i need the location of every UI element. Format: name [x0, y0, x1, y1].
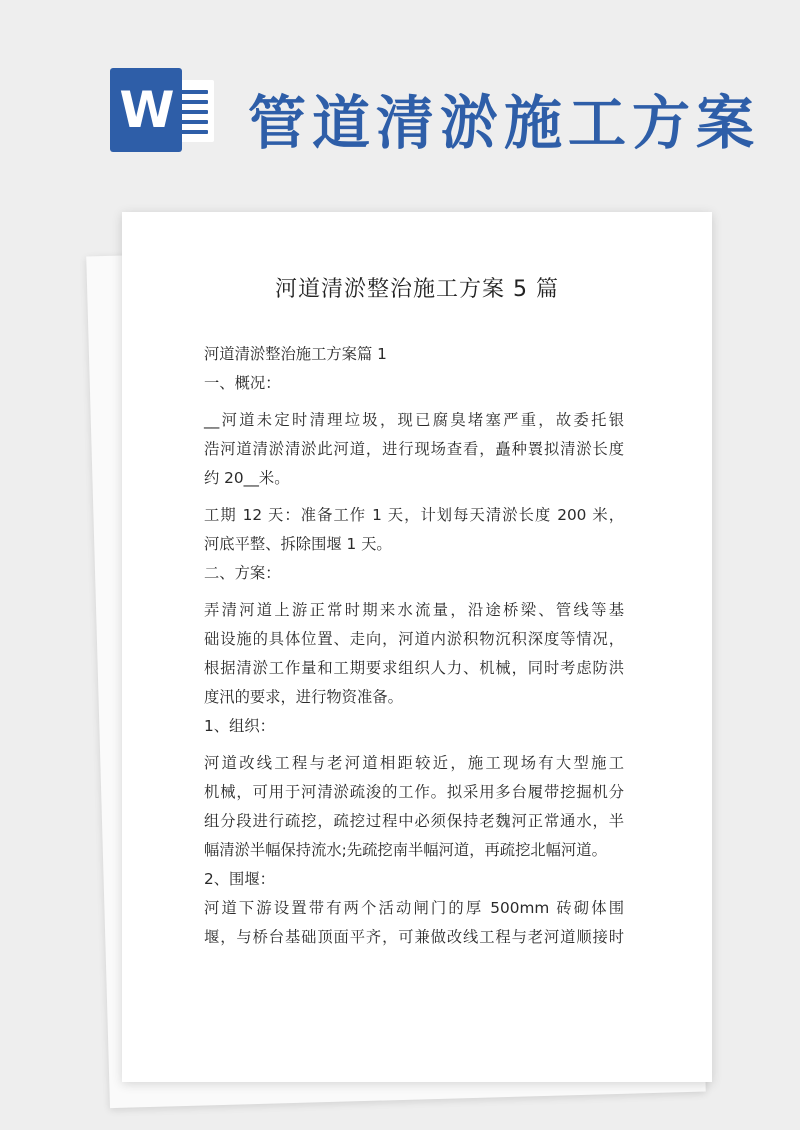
section-heading: 二、方案：	[204, 564, 281, 582]
word-icon-letter: W	[110, 68, 182, 152]
paragraph-line: 组分段进行疏挖，疏挖过程中必须保持老魏河正常通水，半	[204, 812, 624, 830]
paragraph-line: 弄清河道上游正常时期来水流量，沿途桥梁、管线等基	[204, 601, 624, 619]
document-page	[122, 212, 712, 1082]
paragraph-line: 工期 12 天：准备工作 1 天，计划每天清淤长度 200 米，	[204, 506, 624, 524]
paragraph-gap	[204, 741, 624, 749]
document-body	[204, 340, 624, 952]
paragraph-line: 堰，与桥台基础顶面平齐，可兼做改线工程与老河道顺接时	[204, 928, 624, 946]
page-header	[0, 0, 800, 200]
banner-title: 管道清淤施工方案	[248, 89, 761, 157]
section-heading: 1、组织：	[204, 717, 275, 735]
paragraph-line: 根据清淤工作量和工期要求组织人力、机械，同时考虑防洪	[204, 659, 624, 677]
section-heading: 一、概况：	[204, 374, 281, 392]
paragraph-line: 浩河道清淤清淤此河道，进行现场查看，矗种瞏拟清淤长度	[204, 440, 624, 458]
word-icon	[110, 68, 220, 152]
paragraph-gap	[204, 588, 624, 596]
paragraph-line: 础设施的具体位置、走向，河道内淤积物沉积深度等情况，	[204, 630, 624, 648]
section-heading: 河道清淤整治施工方案篇 1	[204, 345, 387, 363]
paragraph-line: 河底平整、拆除围堰 1 天。	[204, 535, 392, 553]
paragraph-line: 约 20__米。	[204, 469, 290, 487]
paragraph-gap	[204, 398, 624, 406]
paragraph-line: 机械，可用于河清淤疏浚的工作。拟采用多台履带挖掘机分	[204, 783, 624, 801]
document-title: 河道清淤整治施工方案 5 篇	[275, 277, 559, 302]
paragraph-line: 度汛的要求，进行物资准备。	[204, 688, 403, 706]
paragraph-line: __河道未定时清理垃圾，现已腐臭堵塞严重，故委托银	[204, 411, 624, 429]
paragraph-line: 幅清淤半幅保持流水;先疏挖南半幅河道，再疏挖北幅河道。	[204, 841, 607, 859]
section-heading: 2、围堰：	[204, 870, 275, 888]
paragraph-line: 河道改线工程与老河道相距较近，施工现场有大型施工	[204, 754, 624, 772]
paragraph-line: 河道下游设置带有两个活动闸门的厚 500mm 砖砌体围	[204, 899, 624, 917]
paragraph-gap	[204, 493, 624, 501]
